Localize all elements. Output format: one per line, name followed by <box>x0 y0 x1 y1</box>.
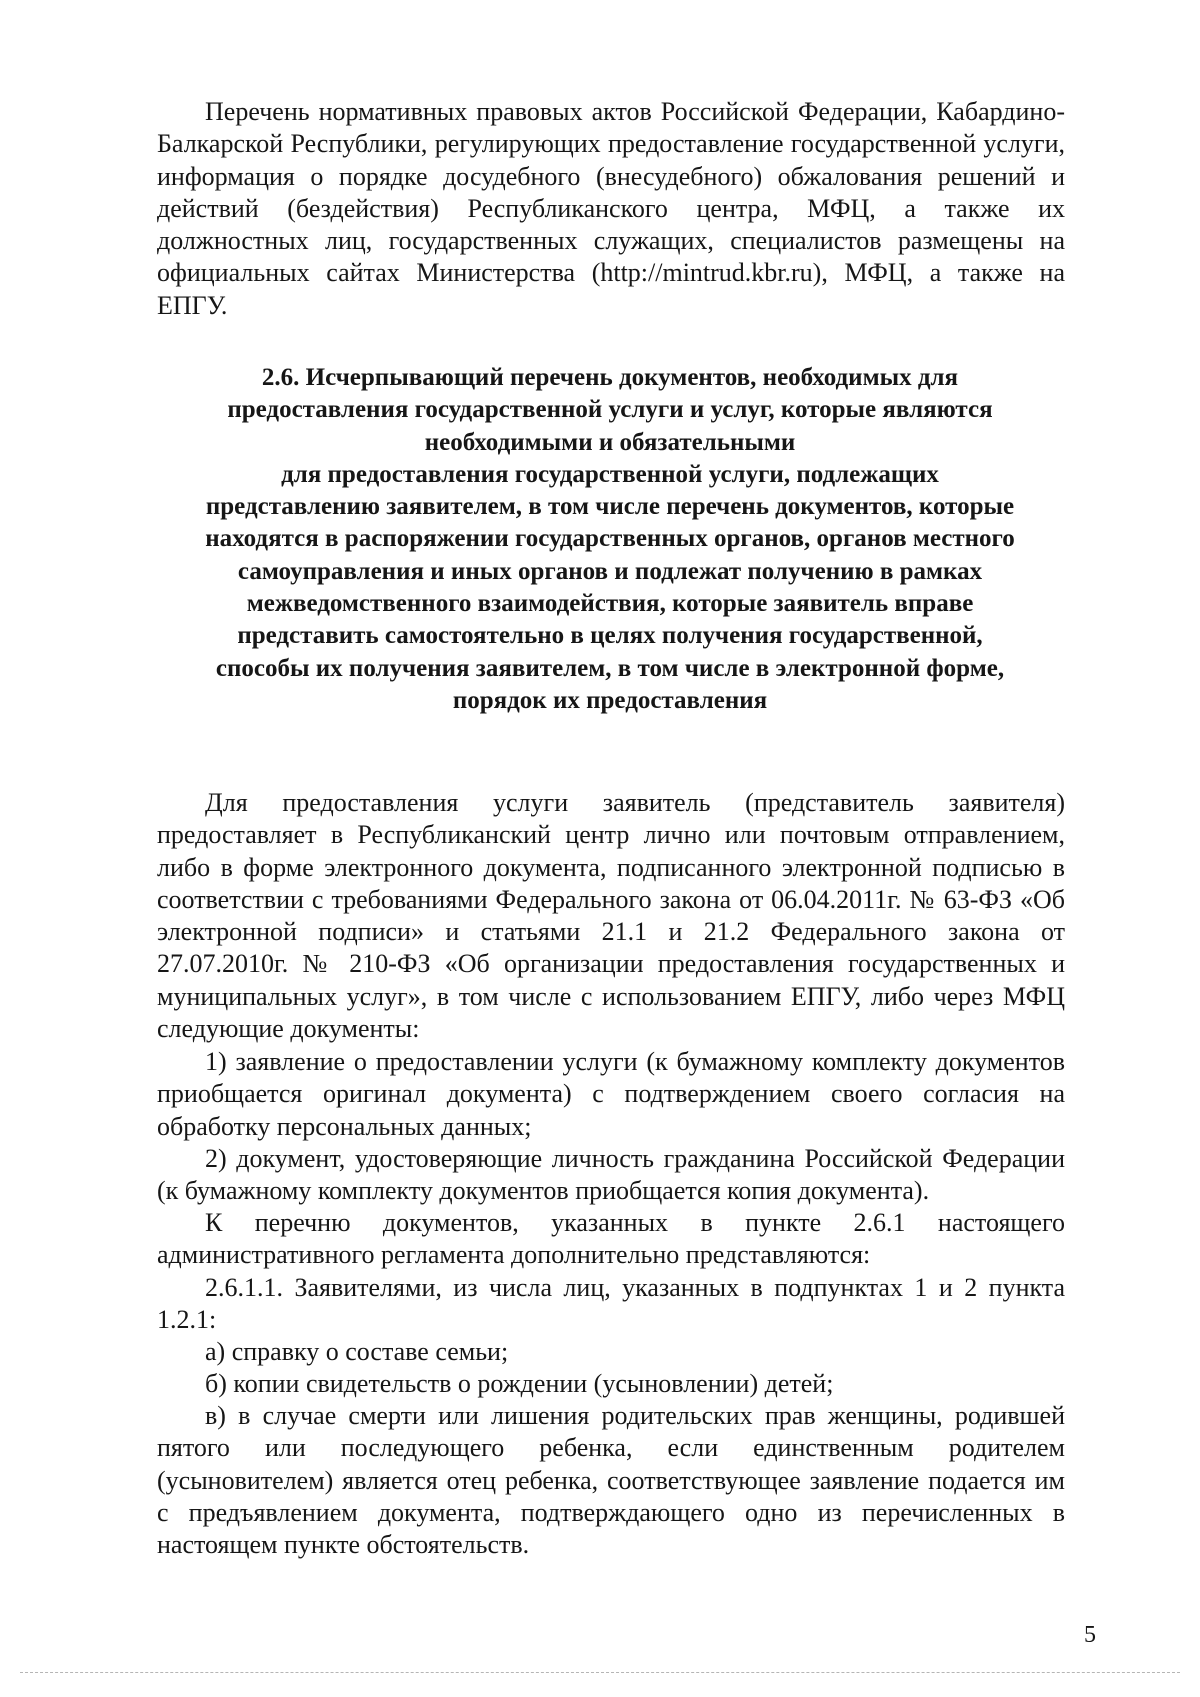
scan-edge-line <box>20 1672 1180 1673</box>
intro-paragraph: Перечень нормативных правовых актов Российской Федерации, Кабардино-Балкарской Республики, регулирующих предоставление государственной услуги, информация о порядке досудебного (внесудебного) обжалования решений и действий (бездействия) Республиканского центра, МФЦ, а также их должностных лиц, государственных служащих, специалистов размещены на официальных сайтах Министерства (http://mintrud.kbr.ru), МФЦ, а также на ЕПГУ. <box>157 97 1065 320</box>
heading-line: для предоставления государственной услуги, подлежащих <box>281 460 939 488</box>
heading-line: 2.6. Исчерпывающий перечень документов, необходимых для <box>261 364 959 391</box>
heading-line: предоставления государственной услуги и услуг, которые являются <box>227 396 993 424</box>
heading-line: способы их получения заявителем, в том числе в электронной форме, <box>215 654 1005 682</box>
heading-line: порядок их предоставления <box>452 686 768 714</box>
list-item: а) справку о составе семьи; <box>205 1337 509 1366</box>
heading-line: представить самостоятельно в целях получения государственной, <box>237 622 983 650</box>
list-item: в) в случае смерти или лишения родительских прав женщины, родившей пятого или последующего ребенка, если единственным родителем (усыновителем) является отец ребенка, соответствующее заявление подается им с предъявлением документа, подтверждающего одно из перечисленных в настоящем пункте обстоятельств. <box>157 1401 1065 1560</box>
heading-line: необходимыми и обязательными <box>424 428 796 456</box>
page-number: 5 <box>1084 1622 1096 1648</box>
list-item: б) копии свидетельств о рождении (усыновлении) детей; <box>205 1369 834 1398</box>
heading-line: самоуправления и иных органов и подлежат получению в рамках <box>237 557 983 585</box>
subsection-paragraph: 2.6.1.1. Заявителями, из числа лиц, указанных в подпунктах 1 и 2 пункта 1.2.1: <box>157 1273 1065 1335</box>
heading-line: межведомственного взаимодействия, которые заявитель вправе <box>246 590 974 618</box>
heading-line: находятся в распоряжении государственных органов, органов местного <box>205 525 1015 553</box>
body-paragraph: Для предоставления услуги заявитель (представитель заявителя) предоставляет в Республиканский центр лично или почтовым отправлением, либо в форме электронного документа, подписанного электронной подписью в соответствии с требованиями Федерального закона от 06.04.2011г. № 63-ФЗ «Об электронной подписи» и статьями 21.1 и 21.2 Федерального закона от 27.07.2010г. № 210-ФЗ «Об организации предоставления государственных и муниципальных услуг», в том числе с использованием ЕПГУ, либо через МФЦ следующие документы: <box>157 788 1065 1044</box>
heading-line: представлению заявителем, в том числе перечень документов, которые <box>205 493 1015 521</box>
list-item: 2) документ, удостоверяющие личность гражданина Российской Федерации (к бумажному комплекту документов приобщается копия документа). <box>157 1144 1065 1206</box>
list-item: 1) заявление о предоставлении услуги (к бумажному комплекту документов приобщается оригинал документа) с подтверждением своего согласия на обработку персональных данных; <box>157 1047 1065 1141</box>
section-heading <box>150 362 1070 717</box>
body-paragraph: К перечню документов, указанных в пункте 2.6.1 настоящего административного регламента дополнительно представляются: <box>157 1208 1065 1270</box>
